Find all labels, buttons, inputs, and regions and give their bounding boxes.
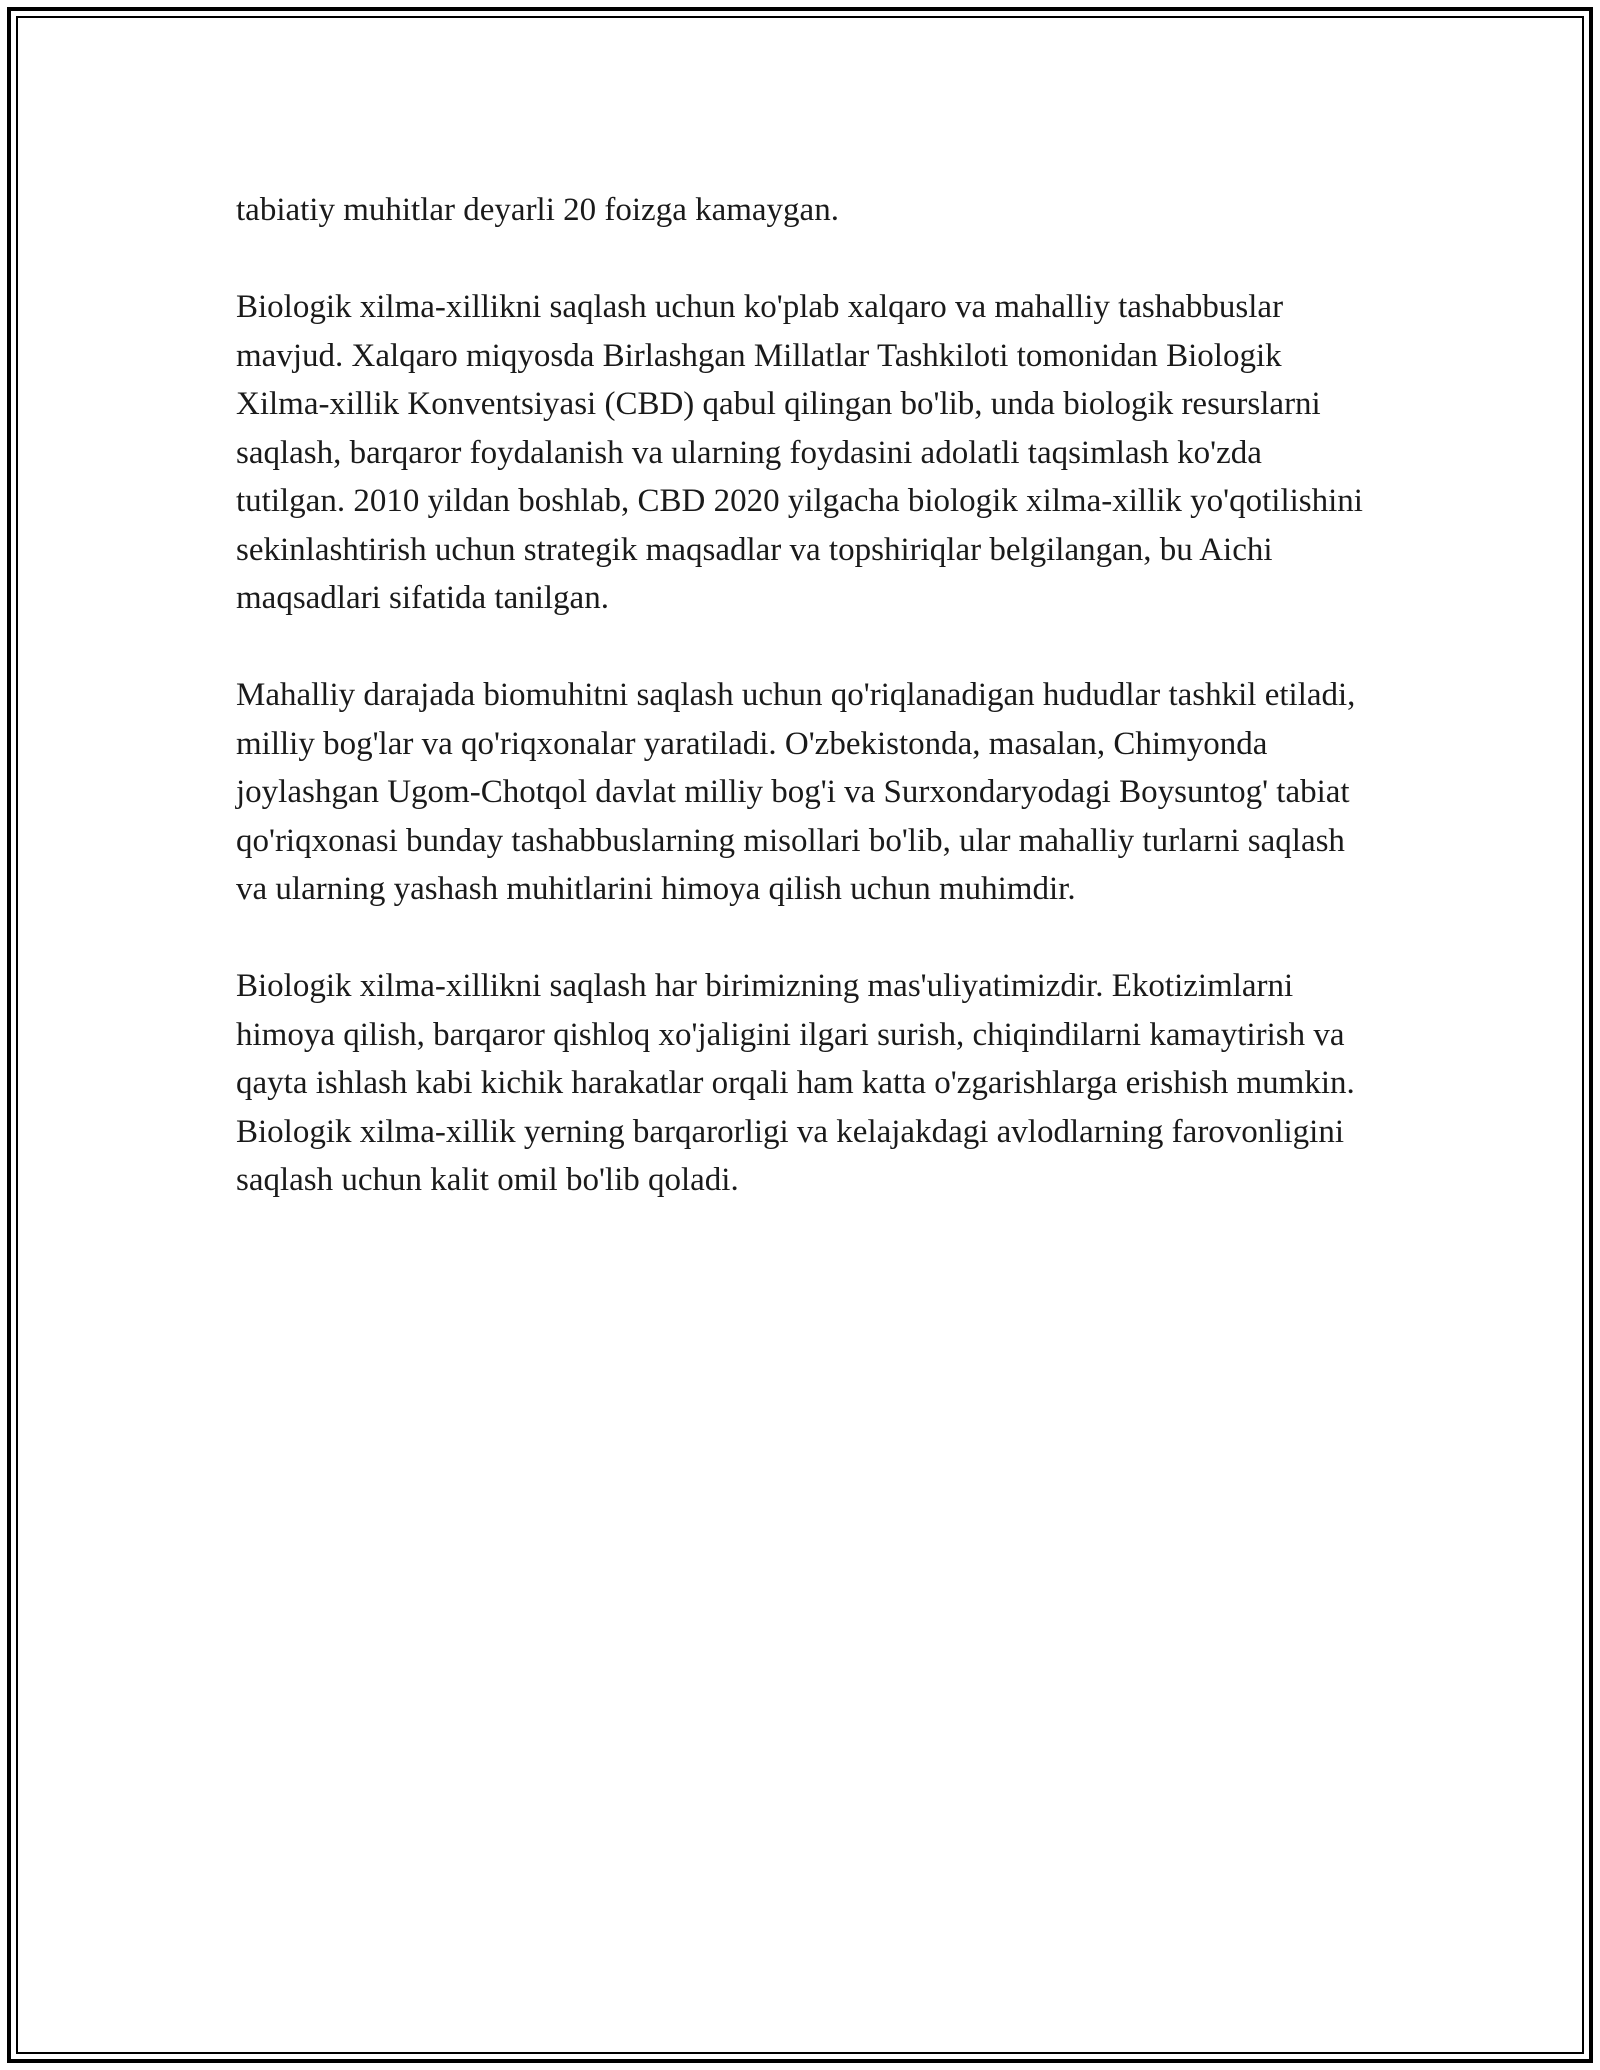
paragraph-4: Biologik xilma-xillikni saqlash har birimizning mas'uliyatimizdir. Ekotizimlarni himoya qilish, barqaror qishloq xo'jaligini ilgari surish, chiqindilarni kamaytirish va qayta ishlash kabi kichik harakatlar orqali ham katta o'zgarishlarga erishish mumkin. Biologik xilma-xillik yerning barqarorligi va kelajakdagi avlodlarning farovonligini saqlash uchun kalit omil bo'lib qoladi. bbox=[236, 968, 1355, 1198]
paragraph-2: Biologik xilma-xillikni saqlash uchun ko'plab xalqaro va mahalliy tashabbuslar mavjud. Xalqaro miqyosda Birlashgan Millatlar Tashkiloti tomonidan Biologik Xilma-xillik Konventsiyasi (CBD) qabul qilingan bo'lib, unda biologik resurslarni saqlash, barqaror foydalanish va ularning foydasini adolatli taqsimlash ko'zda tutilgan. 2010 yildan boshlab, CBD 2020 yilgacha biologik xilma-xillik yo'qotilishini sekinlashtirish uchun strategik maqsadlar va topshiriqlar belgilangan, bu Aichi maqsadlari sifatida tanilgan. bbox=[236, 289, 1363, 616]
document-body bbox=[236, 186, 1366, 1205]
paragraph-1: tabiatiy muhitlar deyarli 20 foizga kamaygan. bbox=[236, 192, 839, 228]
paragraph-3: Mahalliy darajada biomuhitni saqlash uchun qo'riqlanadigan hududlar tashkil etiladi, milliy bog'lar va qo'riqxonalar yaratiladi. O'zbekistonda, masalan, Chimyonda joylashgan Ugom-Chotqol davlat milliy bog'i va Surxondaryodagi Boysuntog' tabiat qo'riqxonasi bunday tashabbuslarning misollari bo'lib, ular mahalliy turlarni saqlash va ularning yashash muhitlarini himoya qilish uchun muhimdir. bbox=[236, 677, 1356, 907]
